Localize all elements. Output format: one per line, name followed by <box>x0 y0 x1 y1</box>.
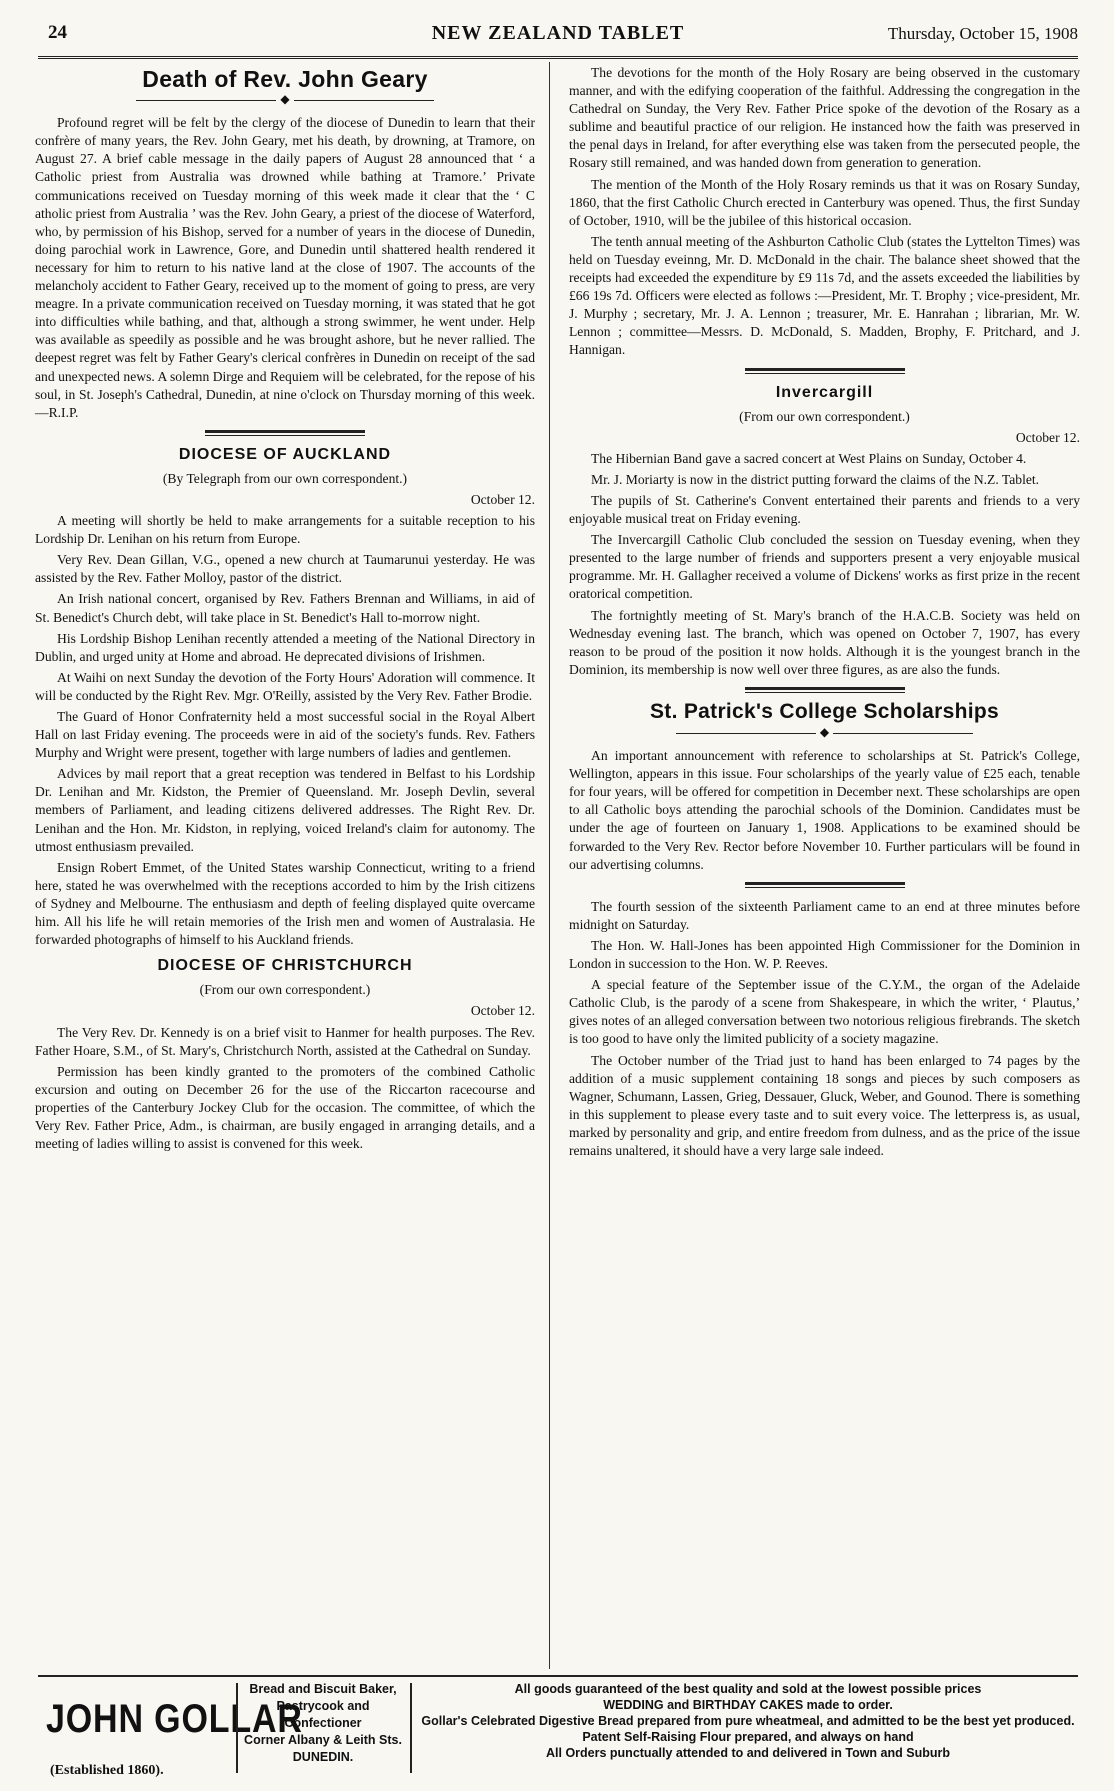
invercargill-para: Mr. J. Moriarty is now in the district putting forward the claims of the N.Z. Tablet. <box>591 471 1040 487</box>
ornament-divider: ◆ <box>569 723 1080 741</box>
invercargill-para: The Invercargill Catholic Club concluded the session on Tuesday evening, when they presented to the large number of friends and supporters present a very enjoyable musical programme. Mr. H. Gallagher received a volume of Dickens' works as first prize in the recent oratorical competition. <box>569 532 1080 602</box>
advert-detail-line: All goods guaranteed of the best quality and sold at the lowest possible prices <box>514 1682 982 1696</box>
advert-trade-line: Corner Albany & Leith Sts. <box>244 1733 402 1747</box>
auckland-date: October 12. <box>470 491 535 507</box>
geary-body: Profound regret will be felt by the clergy of the diocese of Dunedin to learn that their confrère of many years, the Rev. John Geary, met his death, by drowning, at Tramore, on August 27. A brief cable message in the daily papers of August 28 announced that ‘ a Catholic priest from Australia was drowned while bathing at Tramore.’ Private communications received on Tuesday morning of this week made it clear that the ‘ C atholic priest from Australia ’ was the Rev. John Geary, a priest of the diocese of Waterford, who, by permission of his Bishop, served for a number of years in the diocese of Dunedin, doing parochial work in Lawrence, Gore, and Dunedin until shattered health rendered it necessary for him to return to his native land at the close of 1907. The accounts of the melancholy accident to Father Geary, received up to the moment of going to press, are very meagre. In a private communication received on Tuesday morning, it was stated that he got into difficulties while bathing, and that, although a strong swimmer, he went under. Help was available as speedily as possible and he was brought ashore, but he never rallied. The deepest regret was felt by Father Geary's clerical confrères in Dunedin on receipt of the sad and unexpected news. A solemn Dirge and Requiem will be celebrated, for the repose of his soul, in St. Joseph's Cathedral, Dunedin, at nine o'clock on Thursday morning of this week.—R.I.P. <box>35 115 535 420</box>
advert-name: JOHN GOLLAR <box>46 1697 303 1741</box>
invercargill-para: The pupils of St. Catherine's Convent entertained their parents and friends to a very enjoyable musical treat on Friday evening. <box>569 492 1080 527</box>
newspaper-title: NEW ZEALAND TABLET <box>431 22 685 44</box>
stpatricks-headline: St. Patrick's College Scholarships <box>650 699 999 723</box>
advert-details <box>418 1681 1078 1761</box>
page-number: 24 <box>48 22 67 43</box>
advert-trade <box>243 1681 403 1766</box>
masthead-rule <box>38 56 1078 59</box>
auckland-para: Very Rev. Dean Gillan, V.G., opened a new church at Taumarunui yesterday. He was assisted by the Rev. Father Molloy, pastor of the district. <box>35 552 535 586</box>
ashburton-para: The tenth annual meeting of the Ashburton Catholic Club (states the Lyttelton Times) was held on Tuesday eveinng, Mr. D. McDonald in the chair. The balance sheet showed that the receipts had exceeded the expenditure by £9 11s 7d, and the assets exceeded the liabilities by £66 19s 7d. Officers were elected as follows :—President, Mr. T. Brophy ; vice-president, Mr. J. Murphy ; secretary, Mr. J. A. Lennon ; treasurer, Mr. E. Hanrahan ; librarian, Mr. W. Lennon ; committee—Messrs. D. McDonald, S. Madden, Brophy, F. Pritchard, and J. Hannigan. <box>569 233 1080 358</box>
auckland-headline: DIOCESE OF AUCKLAND <box>178 445 392 463</box>
christchurch-para: Permission has been kindly granted to the promoters of the combined Catholic excursion and outing on December 26 for the use of the Riccarton racecourse and properties of the Canterbury Jockey Club for the occasion. The committee, of which the Very Rev. Father Price, Adm., is chairman, are busily engaged in arranging details, and a meeting of ladies willing to assist is convened for this week. <box>35 1063 535 1152</box>
issue-date: Thursday, October 15, 1908 <box>887 24 1078 43</box>
christchurch-headline: DIOCESE OF CHRISTCHURCH <box>157 957 413 975</box>
advert-trade-line: Pastrycook and Confectioner <box>276 1699 370 1730</box>
note-para: A special feature of the September issue of the C.Y.M., the organ of the Adelaide Catholic Club, is the parody of a scene from Shakespeare, in which the writer, ‘ Plautus,’ gives notes of an alleged conversation between two notorious religious firebrands. The sketch is too good to have only the limited publicity of a society magazine. <box>569 977 1080 1047</box>
auckland-para: His Lordship Bishop Lenihan recently attended a meeting of the National Directory in Dublin, and urged unity at Home and abroad. He deprecated divisions of Irishmen. <box>35 630 535 664</box>
section-separator <box>745 687 905 693</box>
auckland-byline: (By Telegraph from our own correspondent.) <box>162 470 408 486</box>
christchurch-byline: (From our own correspondent.) <box>199 982 371 998</box>
invercargill-para: The Hibernian Band gave a sacred concert at West Plains on Sunday, October 4. <box>591 450 1027 466</box>
auckland-para: The Guard of Honor Confraternity held a most successful social in the Royal Albert Hall on last Friday evening. The proceeds were in aid of the society's funds. Rev. Fathers Murphy and Wright were present, together with large numbers of ladies and gentlemen. <box>35 709 535 761</box>
left-column <box>35 64 535 1156</box>
column-divider <box>549 62 550 1669</box>
advert-trade-line: DUNEDIN. <box>292 1750 354 1764</box>
auckland-para: At Waihi on next Sunday the devotion of the Forty Hours' Adoration will commence. It will be conducted by the Right Rev. Mgr. O'Reilly, assisted by the Very Rev. Father Brodie. <box>35 669 535 703</box>
auckland-para: Advices by mail report that a great reception was tendered in Belfast to his Lordship Dr. Lenihan and Mr. Kidston, the Premier of Queensland. Mr. Joseph Devlin, several members of Parliament, and leading citizens delivered addresses. The Right Rev. Dr. Lenihan and the Hon. Mr. Kidston, in replying, voiced Ireland's claim for autonomy. The utmost enthusiasm prevailed. <box>35 766 535 854</box>
advert-rule <box>236 1683 238 1773</box>
invercargill-byline: (From our own correspondent.) <box>739 408 910 424</box>
invercargill-para: The fortnightly meeting of St. Mary's branch of the H.A.C.B. Society was held on Wednesday evening last. The branch, which was opened on October 7, 1907, has every reason to be proud of the position it now holds. Although it is the youngest branch in the Dominion, its membership is now well over three figures, as are also the funds. <box>569 607 1080 677</box>
geary-headline: Death of Rev. John Geary <box>142 66 428 92</box>
auckland-para: A meeting will shortly be held to make arrangements for a suitable reception to his Lordship Dr. Lenihan on his return from Europe. <box>35 513 535 547</box>
ornament-divider: ◆ <box>35 90 535 108</box>
advert-trade-line: Bread and Biscuit Baker, <box>249 1682 397 1696</box>
advert-detail-line: All Orders punctually attended to and delivered in Town and Suburb <box>546 1746 950 1760</box>
advertisement <box>38 1675 1078 1777</box>
invercargill-date: October 12. <box>1015 429 1080 445</box>
stpatricks-para: An important announcement with reference to scholarships at St. Patrick's College, Wellington, appears in this issue. Four scholarships of the yearly value of £25 each, tenable for four years, will be offered for competition in December next. These scholarships are open to all Catholic boys attending the parochial schools of the Dominion. Candidates must be under the age of fourteen on January 1, 1908. Applications to be examined should be forwarded to the Very Rev. Rector before November 10. Further particulars will be found in our advertising columns. <box>569 748 1080 872</box>
invercargill-headline: Invercargill <box>775 383 874 401</box>
note-para: The Hon. W. Hall-Jones has been appointed High Commissioner for the Dominion in London in succession to the Hon. W. P. Reeves. <box>569 937 1080 972</box>
christchurch-para: The Very Rev. Dr. Kennedy is on a brief visit to Hanmer for health purposes. The Rev. Father Hoare, S.M., of St. Mary's, Christchurch North, assisted at the Cathedral on Sunday. <box>35 1024 535 1058</box>
advert-established: (Established 1860). <box>50 1763 164 1778</box>
rosary-para: The devotions for the month of the Holy Rosary are being observed in the customary manner, and with the edifying cooperation of the faithful. Addressing the congregation in the Cathedral on Sunday, the Very Rev. Father Price spoke of the devotion of the Rosary as a sublime and beautiful practice of our religion. He instanced how the faith was preserved in the penal days in Ireland, for after everything else was taken from the persecuted people, the Rosary still remained, and was handed down from generation to generation. <box>569 65 1080 171</box>
auckland-para: Ensign Robert Emmet, of the United States warship Connecticut, writing to a friend here, stated he was overwhelmed with the receptions accorded to him by the Irish citizens of Sydney and Melbourne. The enthusiasm and depth of feeling displayed quite overcame him. All his life he will retain memories of the Irish men and women of Australasia. He forwarded photographs of himself to his Auckland friends. <box>35 859 535 948</box>
christchurch-date: October 12. <box>470 1003 535 1019</box>
advert-detail-line: WEDDING and BIRTHDAY CAKES made to order. <box>603 1698 893 1712</box>
note-para: The fourth session of the sixteenth Parliament came to an end at three minutes before midnight on Saturday. <box>569 898 1080 932</box>
right-column <box>569 64 1080 1163</box>
masthead <box>38 22 1078 52</box>
rosary-para: The mention of the Month of the Holy Rosary reminds us that it was on Rosary Sunday, 1860, that the first Catholic Church erected in Canterbury was opened. Thus, the first Sunday of October, 1910, will be the jubilee of this historical occasion. <box>569 176 1080 228</box>
section-separator <box>745 882 905 888</box>
section-separator <box>205 430 365 436</box>
advert-rule <box>410 1683 412 1773</box>
note-para: The October number of the Triad just to hand has been enlarged to 74 pages by the addition of a music supplement containing 18 songs and pieces by such composers as Wagner, Schumann, Lassen, Grieg, Dessauer, Gluck, Weber, and Gounod. There is something in this supplement to please every taste and to suit every voice. The letterpress is, as usual, marked by personality and grip, and entire freedom from dulness, and as the price of the issue remains unaltered, it should have a very large sale indeed. <box>569 1052 1080 1158</box>
auckland-para: An Irish national concert, organised by Rev. Fathers Brennan and Williams, in aid of St. Benedict's Church debt, will take place in St. Benedict's Hall to-morrow night. <box>35 591 535 625</box>
section-separator <box>745 368 905 374</box>
advert-detail-line: Gollar's Celebrated Digestive Bread prepared from pure wheatmeal, and admitted to be the best yet produced. Patent Self-Raising Flour prepared, and always on hand <box>421 1714 1075 1744</box>
